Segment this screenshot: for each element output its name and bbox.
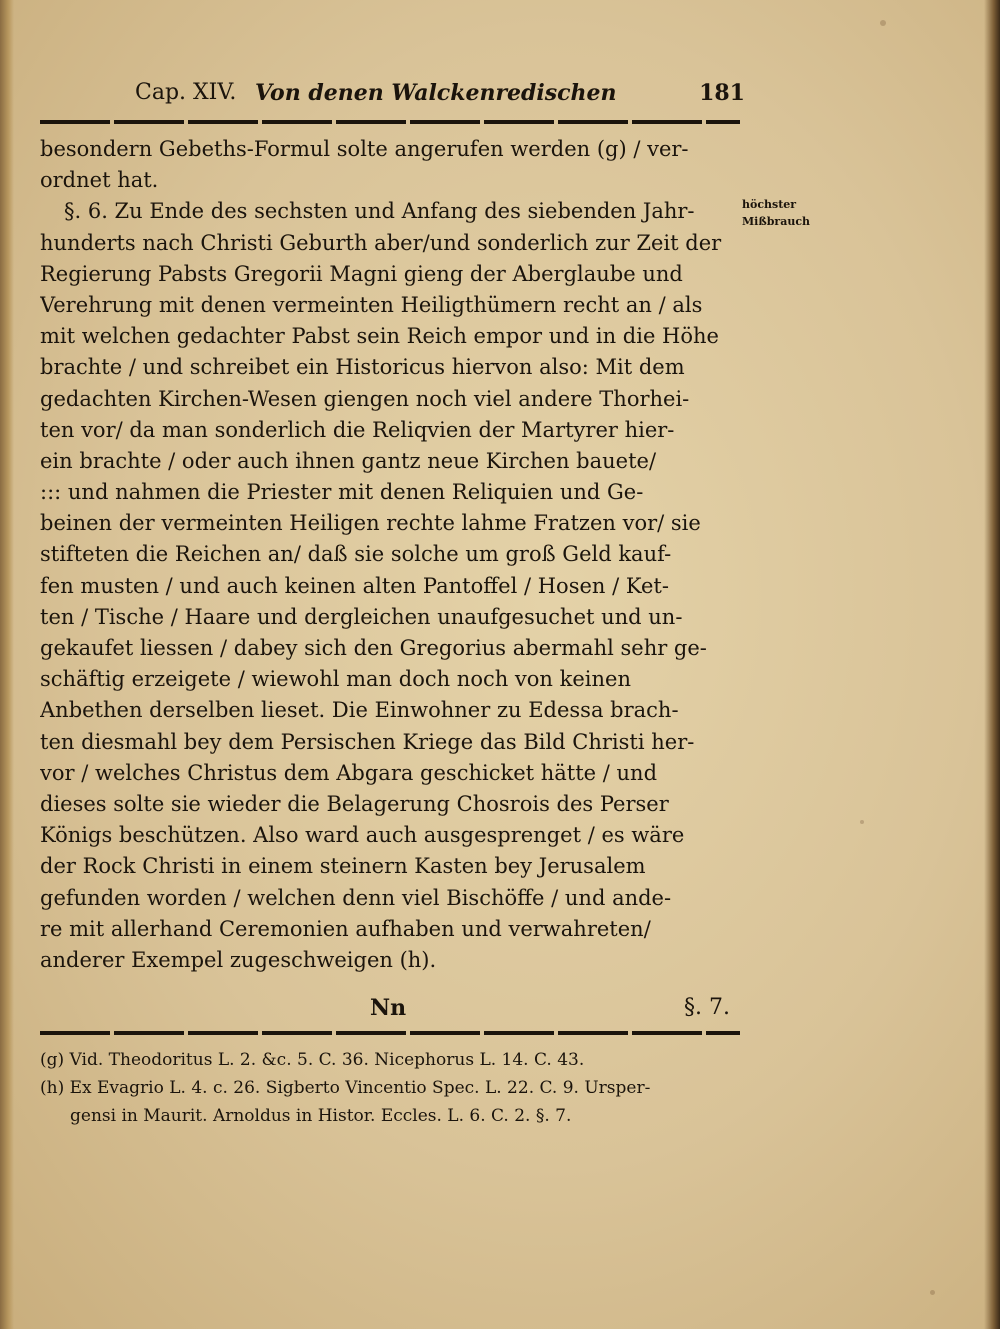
catchword: §. 7. [684,995,730,1020]
signature-mark: Nn [370,995,407,1021]
marginal-note-line: höchster [742,198,797,211]
text-line: dieses solte sie wieder die Belagerung Chosrois des Perser [40,791,669,816]
text-line: der Rock Christi in einem steinern Kasten bey Jerusalem [40,854,646,879]
main-text [40,134,740,976]
marginal-note [742,196,832,230]
page-edge-left [0,0,14,1329]
text-line: beinen der vermeinten Heiligen rechte lahme Fratzen vor/ sie [40,511,701,536]
text-line: hunderts nach Christi Geburth aber/und sonderlich zur Zeit der [40,230,722,255]
footnote-rule [40,1031,740,1035]
running-header [135,80,745,114]
text-line: ten / Tische / Haare und dergleichen unaufgesuchet und un- [40,604,683,629]
page-edge-right [984,0,1000,1329]
paper-speck [930,1290,935,1295]
marginal-note-line: Mißbrauch [742,215,811,228]
text-line: fen musten / und auch keinen alten Pantoffel / Hosen / Ket- [40,573,669,598]
header-rule [40,120,740,124]
text-line: ein brachte / oder auch ihnen gantz neue Kirchen bauete/ [40,448,657,473]
text-line: Regierung Pabsts Gregorii Magni gieng der Aberglaube und [40,261,683,286]
text-line: ten diesmahl bey dem Persischen Kriege das Bild Christi her- [40,729,695,754]
text-line: gekaufet liessen / dabey sich den Gregorius abermahl sehr ge- [40,636,707,660]
footnote-continuation: gensi in Maurit. Arnoldus in Histor. Eccles. L. 6. C. 2. §. 7. [70,1106,572,1126]
text-line: ::: und nahmen die Priester mit denen Reliquien und Ge- [40,480,644,505]
text-line: brachte / und schreibet ein Historicus hiervon also: Mit dem [40,355,685,380]
text-line: re mit allerhand Ceremonien aufhaben und verwahreten/ [40,916,651,941]
text-line: anderer Exempel zugeschweigen (h). [40,947,437,972]
text-line: ten vor/ da man sonderlich die Reliqvien der Martyrer hier- [40,417,675,442]
paper-speck [860,820,864,824]
footnotes [40,1046,740,1130]
text-line: gefunden worden / welchen denn viel Bischöffe / und ande- [40,885,672,910]
text-line: Verehrung mit denen vermeinten Heiligthümern recht an / als [40,292,703,317]
text-line: stifteten die Reichen an/ daß sie solche um groß Geld kauf- [40,542,672,567]
footnote: (g) Vid. Theodoritus L. 2. &c. 5. C. 36. Nicephorus L. 14. C. 43. [40,1050,585,1070]
text-line: §. 6. Zu Ende des sechsten und Anfang des siebenden Jahr- [64,199,695,224]
paper-speck [880,20,886,26]
text-line: gedachten Kirchen-Wesen giengen noch viel andere Thorhei- [40,386,690,411]
text-line: Königs beschützen. Also ward auch ausgesprenget / es wäre [40,823,685,848]
text-line: schäftig erzeigete / wiewohl man doch noch von keinen [40,667,631,692]
running-title: Von denen Walckenredischen [255,80,617,106]
chapter-label: Cap. XIV. [135,80,237,105]
text-line: Anbethen derselben lieset. Die Einwohner zu Edessa brach- [40,698,679,723]
page-number: 181 [699,80,745,106]
text-line: besondern Gebeths-Formul solte angerufen werden (g) / ver- [40,137,689,161]
text-line: mit welchen gedachter Pabst sein Reich empor und in die Höhe [40,324,719,349]
catchline [40,995,740,1025]
text-line: vor / welches Christus dem Abgara geschicket hätte / und [40,760,658,785]
text-line: ordnet hat. [40,168,159,193]
footnote: (h) Ex Evagrio L. 4. c. 26. Sigberto Vincentio Spec. L. 22. C. 9. Ursper- [40,1078,651,1098]
